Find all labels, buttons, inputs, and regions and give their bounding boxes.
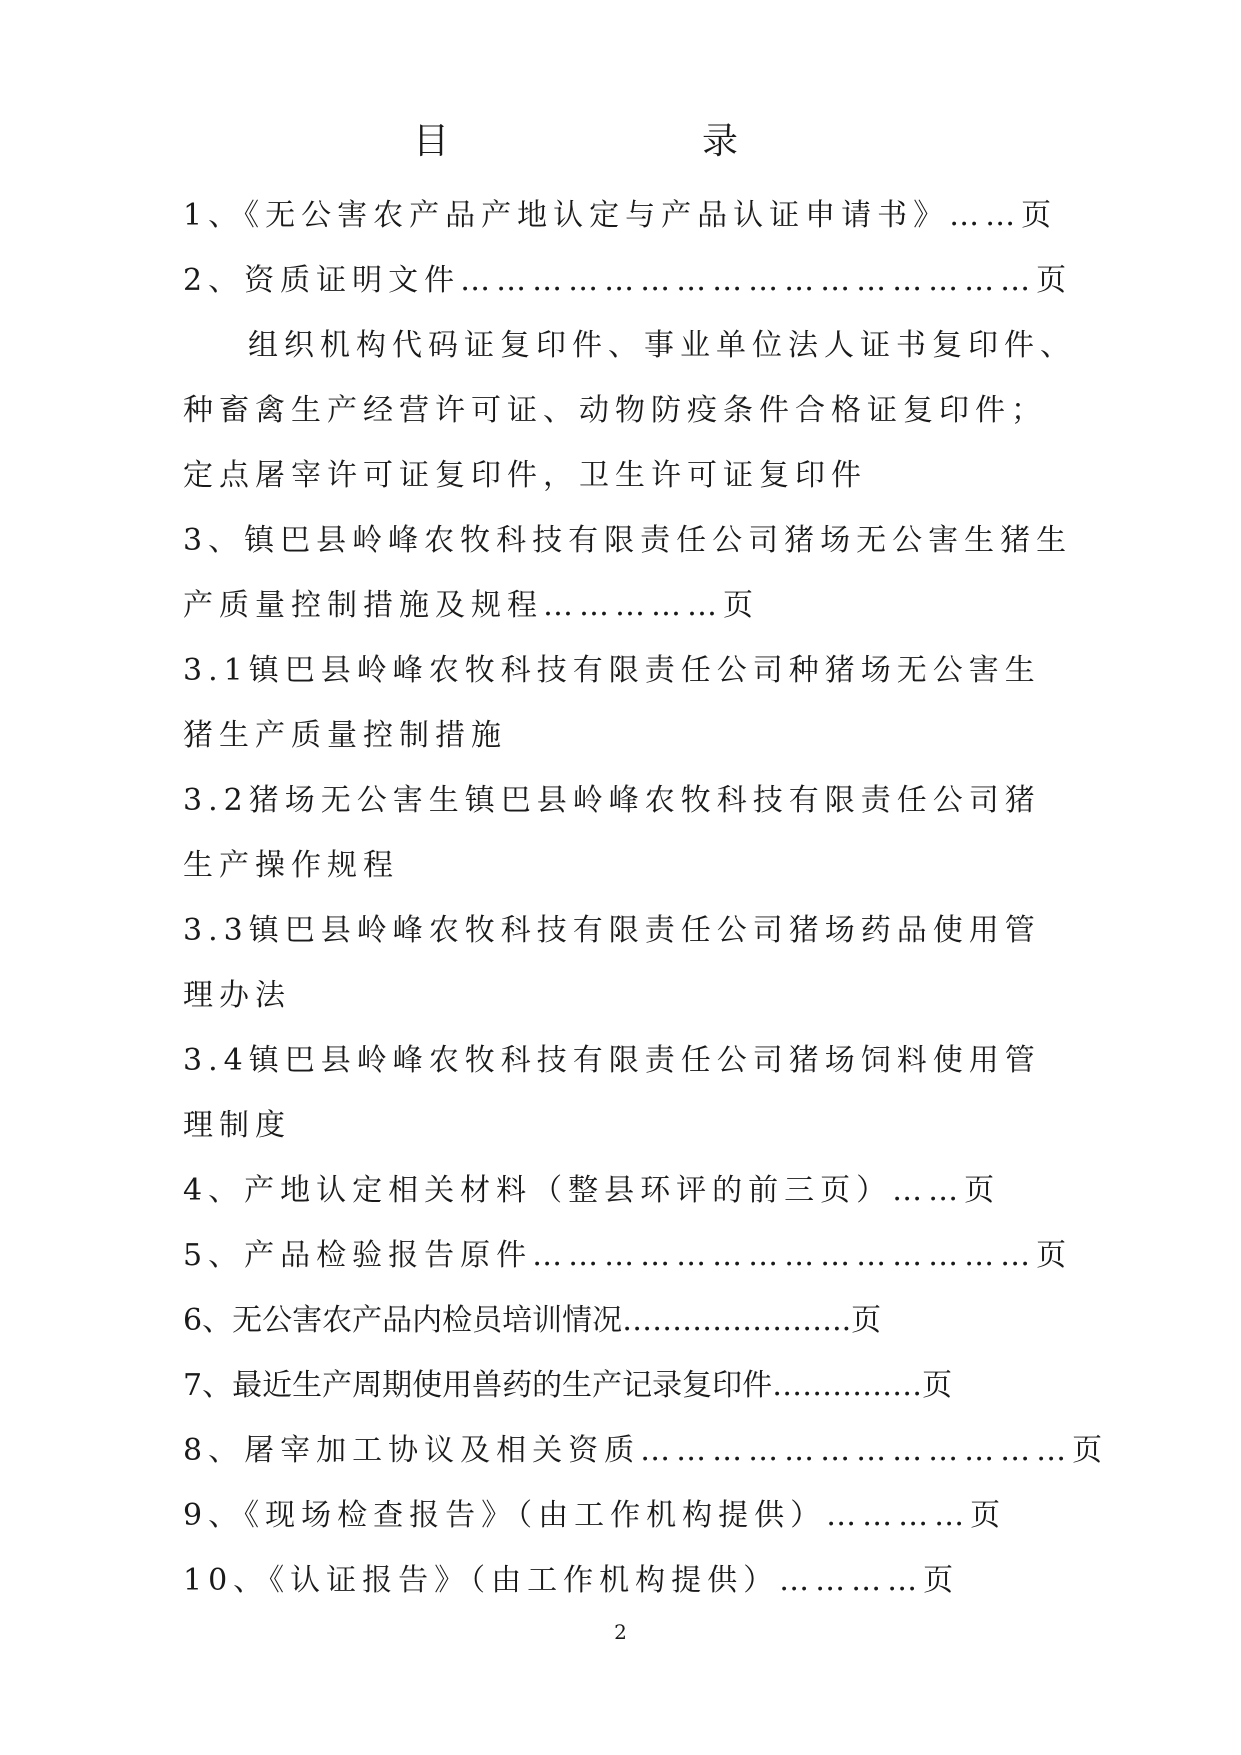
page-number: 2: [614, 1620, 627, 1644]
toc-item-2-detail-1: 组织机构代码证复印件、事业单位法人证书复印件、: [248, 328, 1076, 363]
toc-item-8: 8、屠宰加工协议及相关资质………………………………页: [183, 1433, 1109, 1468]
toc-item-3-4: 3.4镇巴县岭峰农牧科技有限责任公司猪场饲料使用管: [183, 1043, 1041, 1078]
toc-item-3: 3、镇巴县岭峰农牧科技有限责任公司猪场无公害生猪生: [183, 523, 1073, 558]
toc-item-6: 6、无公害农产品内检员培训情况…………………..页: [183, 1303, 882, 1338]
toc-item-3-4-cont: 理制度: [183, 1108, 291, 1143]
toc-item-3-2: 3.2猪场无公害生镇巴县岭峰农牧科技有限责任公司猪: [183, 783, 1041, 818]
toc-item-3-3: 3.3镇巴县岭峰农牧科技有限责任公司猪场药品使用管: [183, 913, 1041, 948]
toc-item-1: 1、《无公害农产品产地认定与产品认证申请书》……页: [183, 198, 1058, 233]
toc-item-3-2-cont: 生产操作规程: [183, 848, 399, 883]
page-title: [0, 122, 1241, 182]
toc-item-3-cont: 产质量控制措施及规程……………页: [183, 588, 759, 623]
toc-item-7: 7、最近生产周期使用兽药的生产记录复印件……………页: [183, 1368, 953, 1403]
title-char-2: 录: [702, 121, 739, 162]
toc-item-10: 10、《认证报告》（由工作机构提供）…………页: [183, 1563, 960, 1598]
toc-item-5: 5、产品检验报告原件……………………………………页: [183, 1238, 1073, 1273]
toc-item-2: 2、资质证明文件…………………………………………页: [183, 263, 1073, 298]
toc-item-3-3-cont: 理办法: [183, 978, 291, 1013]
toc-item-4: 4、产地认定相关材料（整县环评的前三页）……页: [183, 1173, 1001, 1208]
toc-item-2-detail-3: 定点屠宰许可证复印件，卫生许可证复印件: [183, 458, 867, 493]
toc-item-3-1: 3.1镇巴县岭峰农牧科技有限责任公司种猪场无公害生: [183, 653, 1041, 688]
toc-item-2-detail-2: 种畜禽生产经营许可证、动物防疫条件合格证复印件；: [183, 393, 1047, 428]
toc-item-9: 9、《现场检查报告》（由工作机构提供）…………页: [183, 1498, 1007, 1533]
toc-item-3-1-cont: 猪生产质量控制措施: [183, 718, 507, 753]
title-char-1: 目: [413, 121, 450, 162]
